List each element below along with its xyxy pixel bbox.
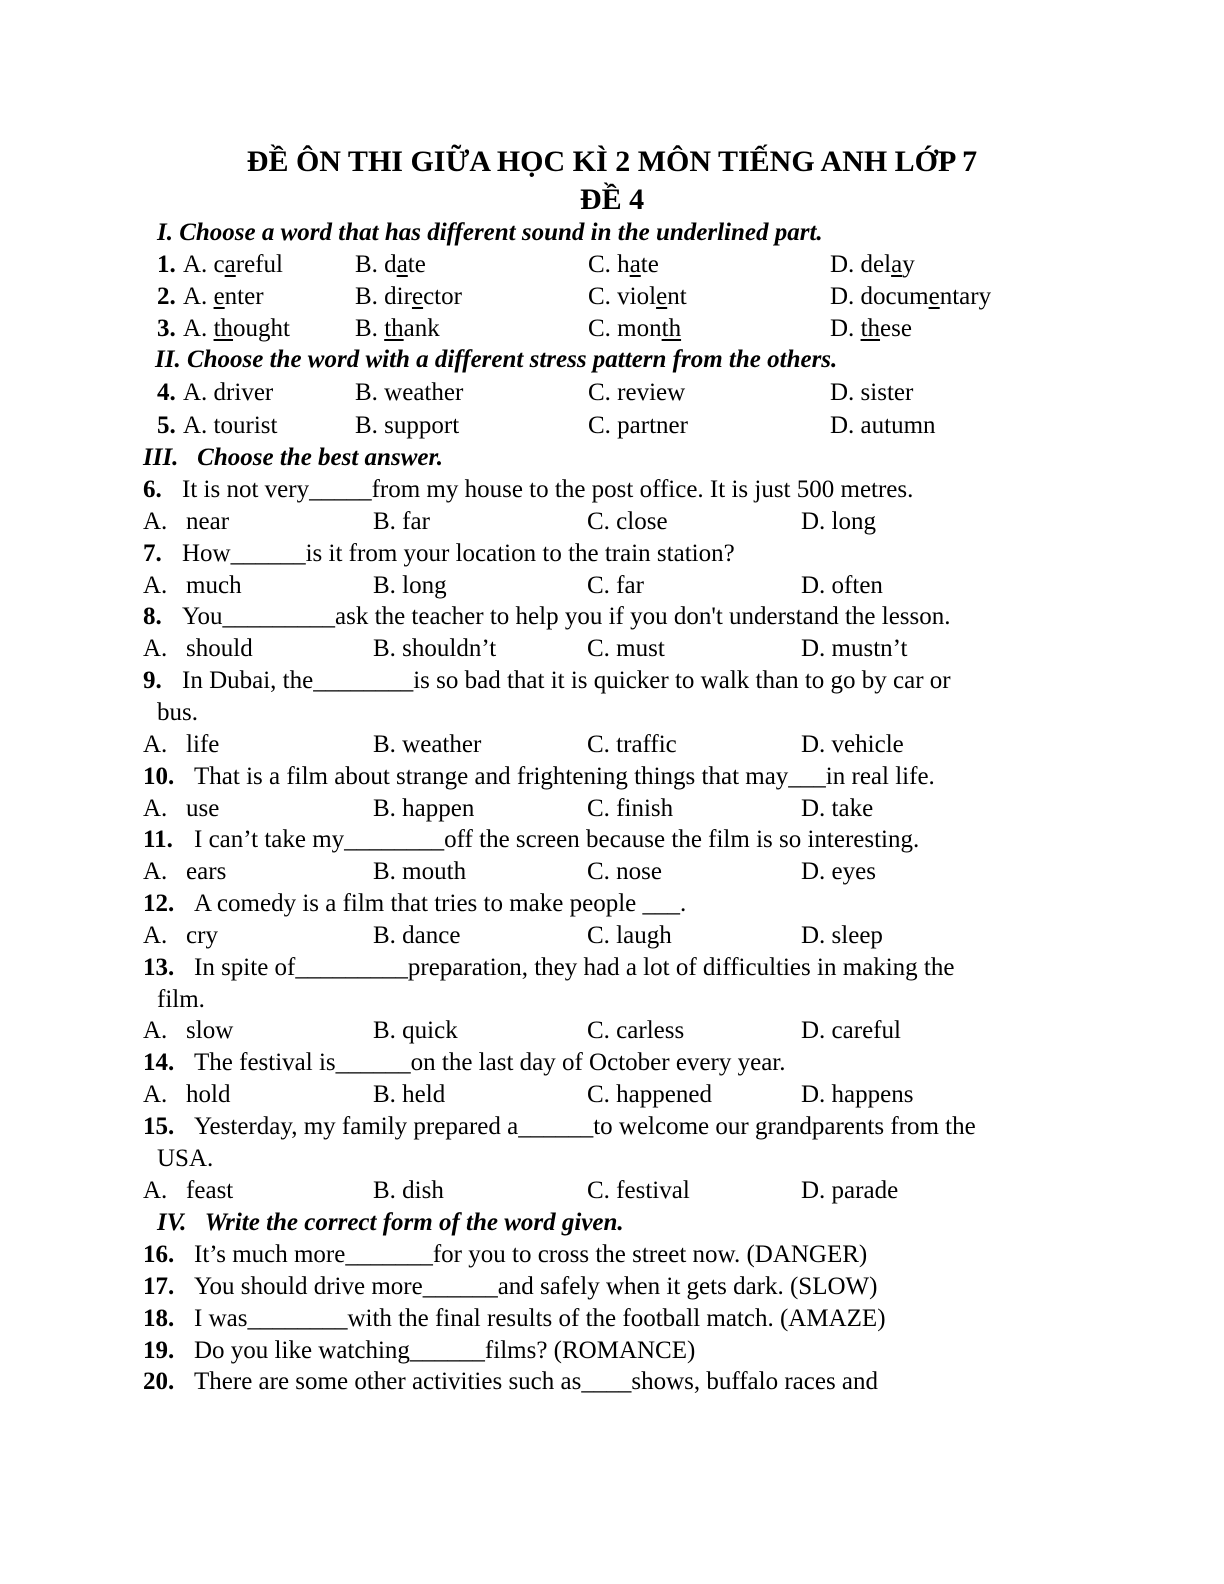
option-4a: A. driver	[183, 379, 274, 406]
option-6b: B. far	[373, 508, 430, 535]
question-number: 1.	[157, 251, 176, 278]
option-4d: D. sister	[830, 379, 914, 406]
question-9-text: In Dubai, the________is so bad that it is quicker to walk than to go by car or	[182, 667, 951, 694]
option-7c: C. far	[587, 572, 644, 599]
question-3	[157, 314, 176, 344]
question-13-text: In spite of_________preparation, they had a lot of difficulties in making the	[194, 954, 955, 981]
question-12-number: 12.	[143, 890, 175, 917]
option-5b: B. support	[355, 412, 460, 439]
option-6c: C. close	[587, 508, 668, 535]
section-4-heading: IV. Write the correct form of the word given.	[157, 1209, 624, 1236]
option-7d: D. often	[801, 572, 883, 599]
option-2b: B. director	[355, 283, 462, 310]
question-5: 5.	[157, 412, 176, 439]
option-8b: B. shouldn’t	[373, 635, 497, 662]
option-14a: A. hold	[143, 1081, 231, 1108]
question-1	[157, 250, 176, 280]
question-19-number: 19.	[143, 1337, 175, 1364]
option-15a: A. feast	[143, 1177, 234, 1204]
option-9d: D. vehicle	[801, 731, 904, 758]
option-1a: A. careful	[183, 251, 283, 278]
section-1-heading: I. Choose a word that has different sound in the underlined part.	[157, 219, 823, 246]
option-5c: C. partner	[588, 412, 688, 439]
section-2-heading: II. Choose the word with a different stress pattern from the others.	[155, 346, 838, 373]
option-2d: D. documentary	[830, 283, 992, 310]
question-13-text-cont: film.	[157, 986, 205, 1013]
question-11-number: 11.	[143, 826, 173, 853]
option-7b: B. long	[373, 572, 447, 599]
option-12b: B. dance	[373, 922, 461, 949]
question-number: 3.	[157, 315, 176, 342]
question-20-number: 20.	[143, 1368, 175, 1395]
question-7-text: How______is it from your location to the train station?	[182, 540, 735, 567]
option-5a: A. tourist	[183, 412, 278, 439]
page-title: ĐỀ ÔN THI GIỮA HỌC KÌ 2 MÔN TIẾNG ANH LỚP 7	[246, 145, 978, 178]
option-11b: B. mouth	[373, 858, 467, 885]
option-8a: A. should	[143, 635, 253, 662]
option-3b: B. thank	[355, 315, 440, 342]
question-19-text: Do you like watching______films? (ROMANCE)	[194, 1337, 696, 1364]
option-15b: B. dish	[373, 1177, 444, 1204]
option-4b: B. weather	[355, 379, 464, 406]
page-subtitle: ĐỀ 4	[579, 183, 645, 216]
option-2c: C. violent	[588, 283, 687, 310]
question-number: 2.	[157, 283, 176, 310]
option-7a: A. much	[143, 572, 242, 599]
option-1d: D. delay	[830, 251, 915, 278]
option-9a: A. life	[143, 731, 220, 758]
option-1b: B. date	[355, 251, 426, 278]
option-13d: D. careful	[801, 1017, 901, 1044]
question-15-text-cont: USA.	[157, 1145, 214, 1172]
option-10d: D. take	[801, 795, 874, 822]
option-10a: A. use	[143, 795, 220, 822]
question-8-text: You_________ask the teacher to help you if you don't understand the lesson.	[182, 603, 951, 630]
question-16-number: 16.	[143, 1241, 175, 1268]
question-12-text: A comedy is a film that tries to make people ___.	[194, 890, 687, 917]
option-12a: A. cry	[143, 922, 218, 949]
option-15d: D. parade	[801, 1177, 899, 1204]
question-15-number: 15.	[143, 1113, 175, 1140]
question-11-text: I can’t take my________off the screen because the film is so interesting.	[194, 826, 920, 853]
option-3d: D. these	[830, 315, 912, 342]
option-5d: D. autumn	[830, 412, 936, 439]
question-15-text: Yesterday, my family prepared a______to welcome our grandparents from the	[194, 1113, 976, 1140]
question-14-number: 14.	[143, 1049, 175, 1076]
question-9-text-cont: bus.	[157, 699, 198, 726]
option-13c: C. carless	[587, 1017, 685, 1044]
option-13b: B. quick	[373, 1017, 458, 1044]
option-8c: C. must	[587, 635, 665, 662]
option-10b: B. happen	[373, 795, 475, 822]
question-20-text: There are some other activities such as____shows, buffalo races and	[194, 1368, 879, 1395]
section-3-heading: III. Choose the best answer.	[143, 444, 444, 471]
option-14d: D. happens	[801, 1081, 914, 1108]
option-14c: C. happened	[587, 1081, 712, 1108]
option-6d: D. long	[801, 508, 876, 535]
option-3a: A. thought	[183, 315, 290, 342]
question-16-text: It’s much more_______for you to cross the street now. (DANGER)	[194, 1241, 868, 1268]
question-6-text: It is not very_____from my house to the post office. It is just 500 metres.	[182, 476, 914, 503]
question-17-number: 17.	[143, 1273, 175, 1300]
option-13a: A. slow	[143, 1017, 234, 1044]
option-11d: D. eyes	[801, 858, 876, 885]
question-10-number: 10.	[143, 763, 175, 790]
option-12d: D. sleep	[801, 922, 883, 949]
question-2	[157, 282, 176, 312]
option-9c: C. traffic	[587, 731, 677, 758]
option-1c: C. hate	[588, 251, 659, 278]
option-11a: A. ears	[143, 858, 227, 885]
question-4: 4.	[157, 379, 176, 406]
option-2a: A. enter	[183, 283, 264, 310]
option-12c: C. laugh	[587, 922, 672, 949]
question-10-text: That is a film about strange and frightening things that may___in real life.	[194, 763, 935, 790]
option-6a: A. near	[143, 508, 230, 535]
question-14-text: The festival is______on the last day of October every year.	[194, 1049, 786, 1076]
option-14b: B. held	[373, 1081, 446, 1108]
question-8-number: 8.	[143, 603, 162, 630]
question-9-number: 9.	[143, 667, 162, 694]
option-15c: C. festival	[587, 1177, 690, 1204]
question-13-number: 13.	[143, 954, 175, 981]
option-11c: C. nose	[587, 858, 662, 885]
option-10c: C. finish	[587, 795, 674, 822]
option-8d: D. mustn’t	[801, 635, 908, 662]
option-9b: B. weather	[373, 731, 482, 758]
question-17-text: You should drive more______and safely when it gets dark. (SLOW)	[194, 1273, 878, 1300]
option-3c: C. month	[588, 315, 682, 342]
question-18-text: I was________with the final results of the football match. (AMAZE)	[194, 1305, 886, 1332]
question-18-number: 18.	[143, 1305, 175, 1332]
option-4c: C. review	[588, 379, 686, 406]
question-7-number: 7.	[143, 540, 162, 567]
question-6-number: 6.	[143, 476, 162, 503]
